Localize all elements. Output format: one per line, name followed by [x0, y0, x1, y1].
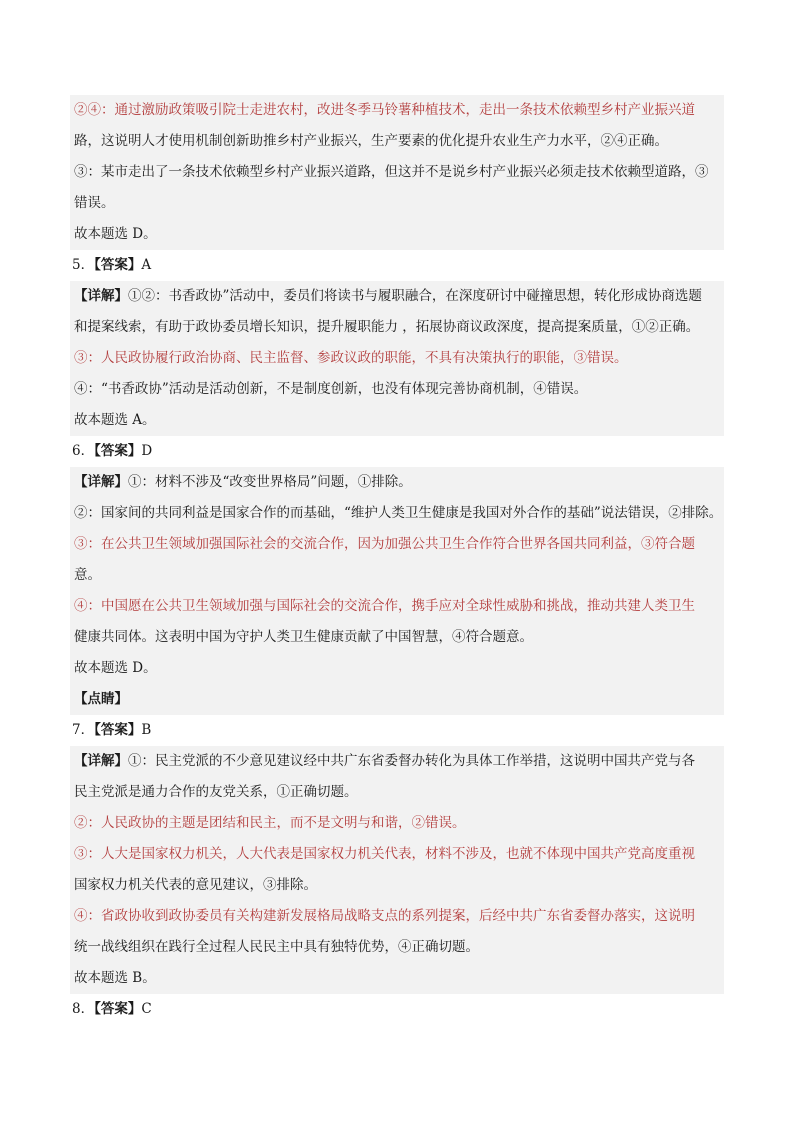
answer-line: [70, 994, 724, 1025]
question-number: 8．: [72, 1001, 95, 1017]
answer-value: D: [141, 443, 153, 459]
line-text: 路，这说明人才使用机制创新助推乡村产业振兴，生产要素的优化提升农业生产力水平，②④正确。: [74, 133, 668, 149]
answer-line: [70, 250, 724, 281]
line-text: 和提案线索，有助于政协委员增长知识，提升履职能力 ，拓展协商议政深度，提高提案质量，①②正确。: [74, 319, 700, 335]
line-text: ②：人民政协的主题是团结和民主，而不是文明与和谐，②错误。: [74, 815, 466, 831]
explanation-line: [72, 653, 722, 684]
explanation-line: [72, 467, 722, 498]
section-label: 【点睛】: [74, 691, 128, 707]
explanation-block: [70, 281, 724, 436]
question-number: 6．: [72, 443, 95, 459]
answer-label: 【答案】: [94, 443, 142, 459]
explanation-block: [70, 746, 724, 994]
explanation-line: [72, 963, 722, 994]
explanation-line: [72, 281, 722, 312]
line-text: 故本题选 D。: [74, 660, 157, 676]
explanation-line: [72, 498, 722, 529]
line-text: 健康共同体。这表明中国为守护人类卫生健康贡献了中国智慧，④符合题意。: [74, 629, 533, 645]
answer-value: B: [141, 722, 152, 738]
answer-line: [70, 436, 724, 467]
line-text: ③：人大是国家权力机关，人大代表是国家权力机关代表，材料不涉及，也就不体现中国共产党高度重视: [74, 846, 695, 862]
explanation-line: [72, 932, 722, 963]
explanation-line: [72, 529, 722, 560]
line-text: ③：在公共卫生领域加强国际社会的交流合作，因为加强公共卫生合作符合世界各国共同利益，③符合题: [74, 536, 695, 552]
explanation-line: [72, 870, 722, 901]
explanation-line: [72, 219, 722, 250]
line-text: ①②：书香政协”活动中，委员们将读书与履职融合，在深度研讨中碰撞思想，转化形成协商选题: [128, 288, 702, 304]
line-text: 国家权力机关代表的意见建议，③排除。: [74, 877, 317, 893]
question-number: 5．: [72, 257, 95, 273]
line-text: 统一战线组织在践行全过程人民民主中具有独特优势，④正确切题。: [74, 939, 479, 955]
answer-value: C: [141, 1001, 152, 1017]
answer-label: 【答案】: [94, 722, 142, 738]
line-text: ④：“书香政协”活动是活动创新，不是制度创新，也没有体现完善协商机制，④错误。: [74, 381, 588, 397]
line-text: ②：国家间的共同利益是国家合作的而基础，“维护人类卫生健康是我国对外合作的基础”说法错误，②排除。: [74, 505, 722, 521]
explanation-line: [72, 312, 722, 343]
explanation-line: [72, 95, 722, 126]
explanation-block: [70, 95, 724, 250]
line-text: ④：中国愿在公共卫生领域加强与国际社会的交流合作，携手应对全球性威胁和挑战，推动共建人类卫生: [74, 598, 695, 614]
explanation-line: [72, 405, 722, 436]
explanation-line: [72, 808, 722, 839]
explanation-line: [72, 684, 722, 715]
line-text: ②④：通过激励政策吸引院士走进农村，改进冬季马铃薯种植技术，走出一条技术依赖型乡村产业振兴道: [74, 102, 695, 118]
explanation-line: [72, 343, 722, 374]
explanation-line: [72, 188, 722, 219]
explanation-line: [72, 374, 722, 405]
line-text: ①：民主党派的不少意见建议经中共广东省委督办转化为具体工作举措，这说明中国共产党与各: [128, 753, 695, 769]
section-label: 【详解】: [74, 474, 128, 490]
line-text: ③：某市走出了一条技术依赖型乡村产业振兴道路，但这并不是说乡村产业振兴必须走技术依赖型道路，③: [74, 164, 709, 180]
explanation-line: [72, 560, 722, 591]
line-text: 民主党派是通力合作的友党关系，①正确切题。: [74, 784, 358, 800]
answer-label: 【答案】: [94, 257, 142, 273]
answer-line: [70, 715, 724, 746]
question-number: 7．: [72, 722, 95, 738]
explanation-line: [72, 777, 722, 808]
line-text: 故本题选 B。: [74, 970, 156, 986]
explanation-line: [72, 126, 722, 157]
line-text: 故本题选 D。: [74, 226, 157, 242]
explanation-line: [72, 622, 722, 653]
line-text: ④：省政协收到政协委员有关构建新发展格局战略支点的系列提案，后经中共广东省委督办落实，这说明: [74, 908, 695, 924]
explanation-line: [72, 591, 722, 622]
line-text: ①：材料不涉及“改变世界格局”问题，①排除。: [128, 474, 412, 490]
answer-value: A: [141, 257, 152, 273]
explanation-line: [72, 839, 722, 870]
document-page: [70, 95, 724, 1025]
explanation-line: [72, 901, 722, 932]
answer-label: 【答案】: [94, 1001, 142, 1017]
line-text: 意。: [74, 567, 101, 583]
explanation-block: [70, 467, 724, 715]
explanation-line: [72, 746, 722, 777]
section-label: 【详解】: [74, 288, 128, 304]
line-text: ③：人民政协履行政治协商、民主监督、参政议政的职能，不具有决策执行的职能，③错误。: [74, 350, 628, 366]
line-text: 错误。: [74, 195, 115, 211]
section-label: 【详解】: [74, 753, 128, 769]
line-text: 故本题选 A。: [74, 412, 156, 428]
explanation-line: [72, 157, 722, 188]
